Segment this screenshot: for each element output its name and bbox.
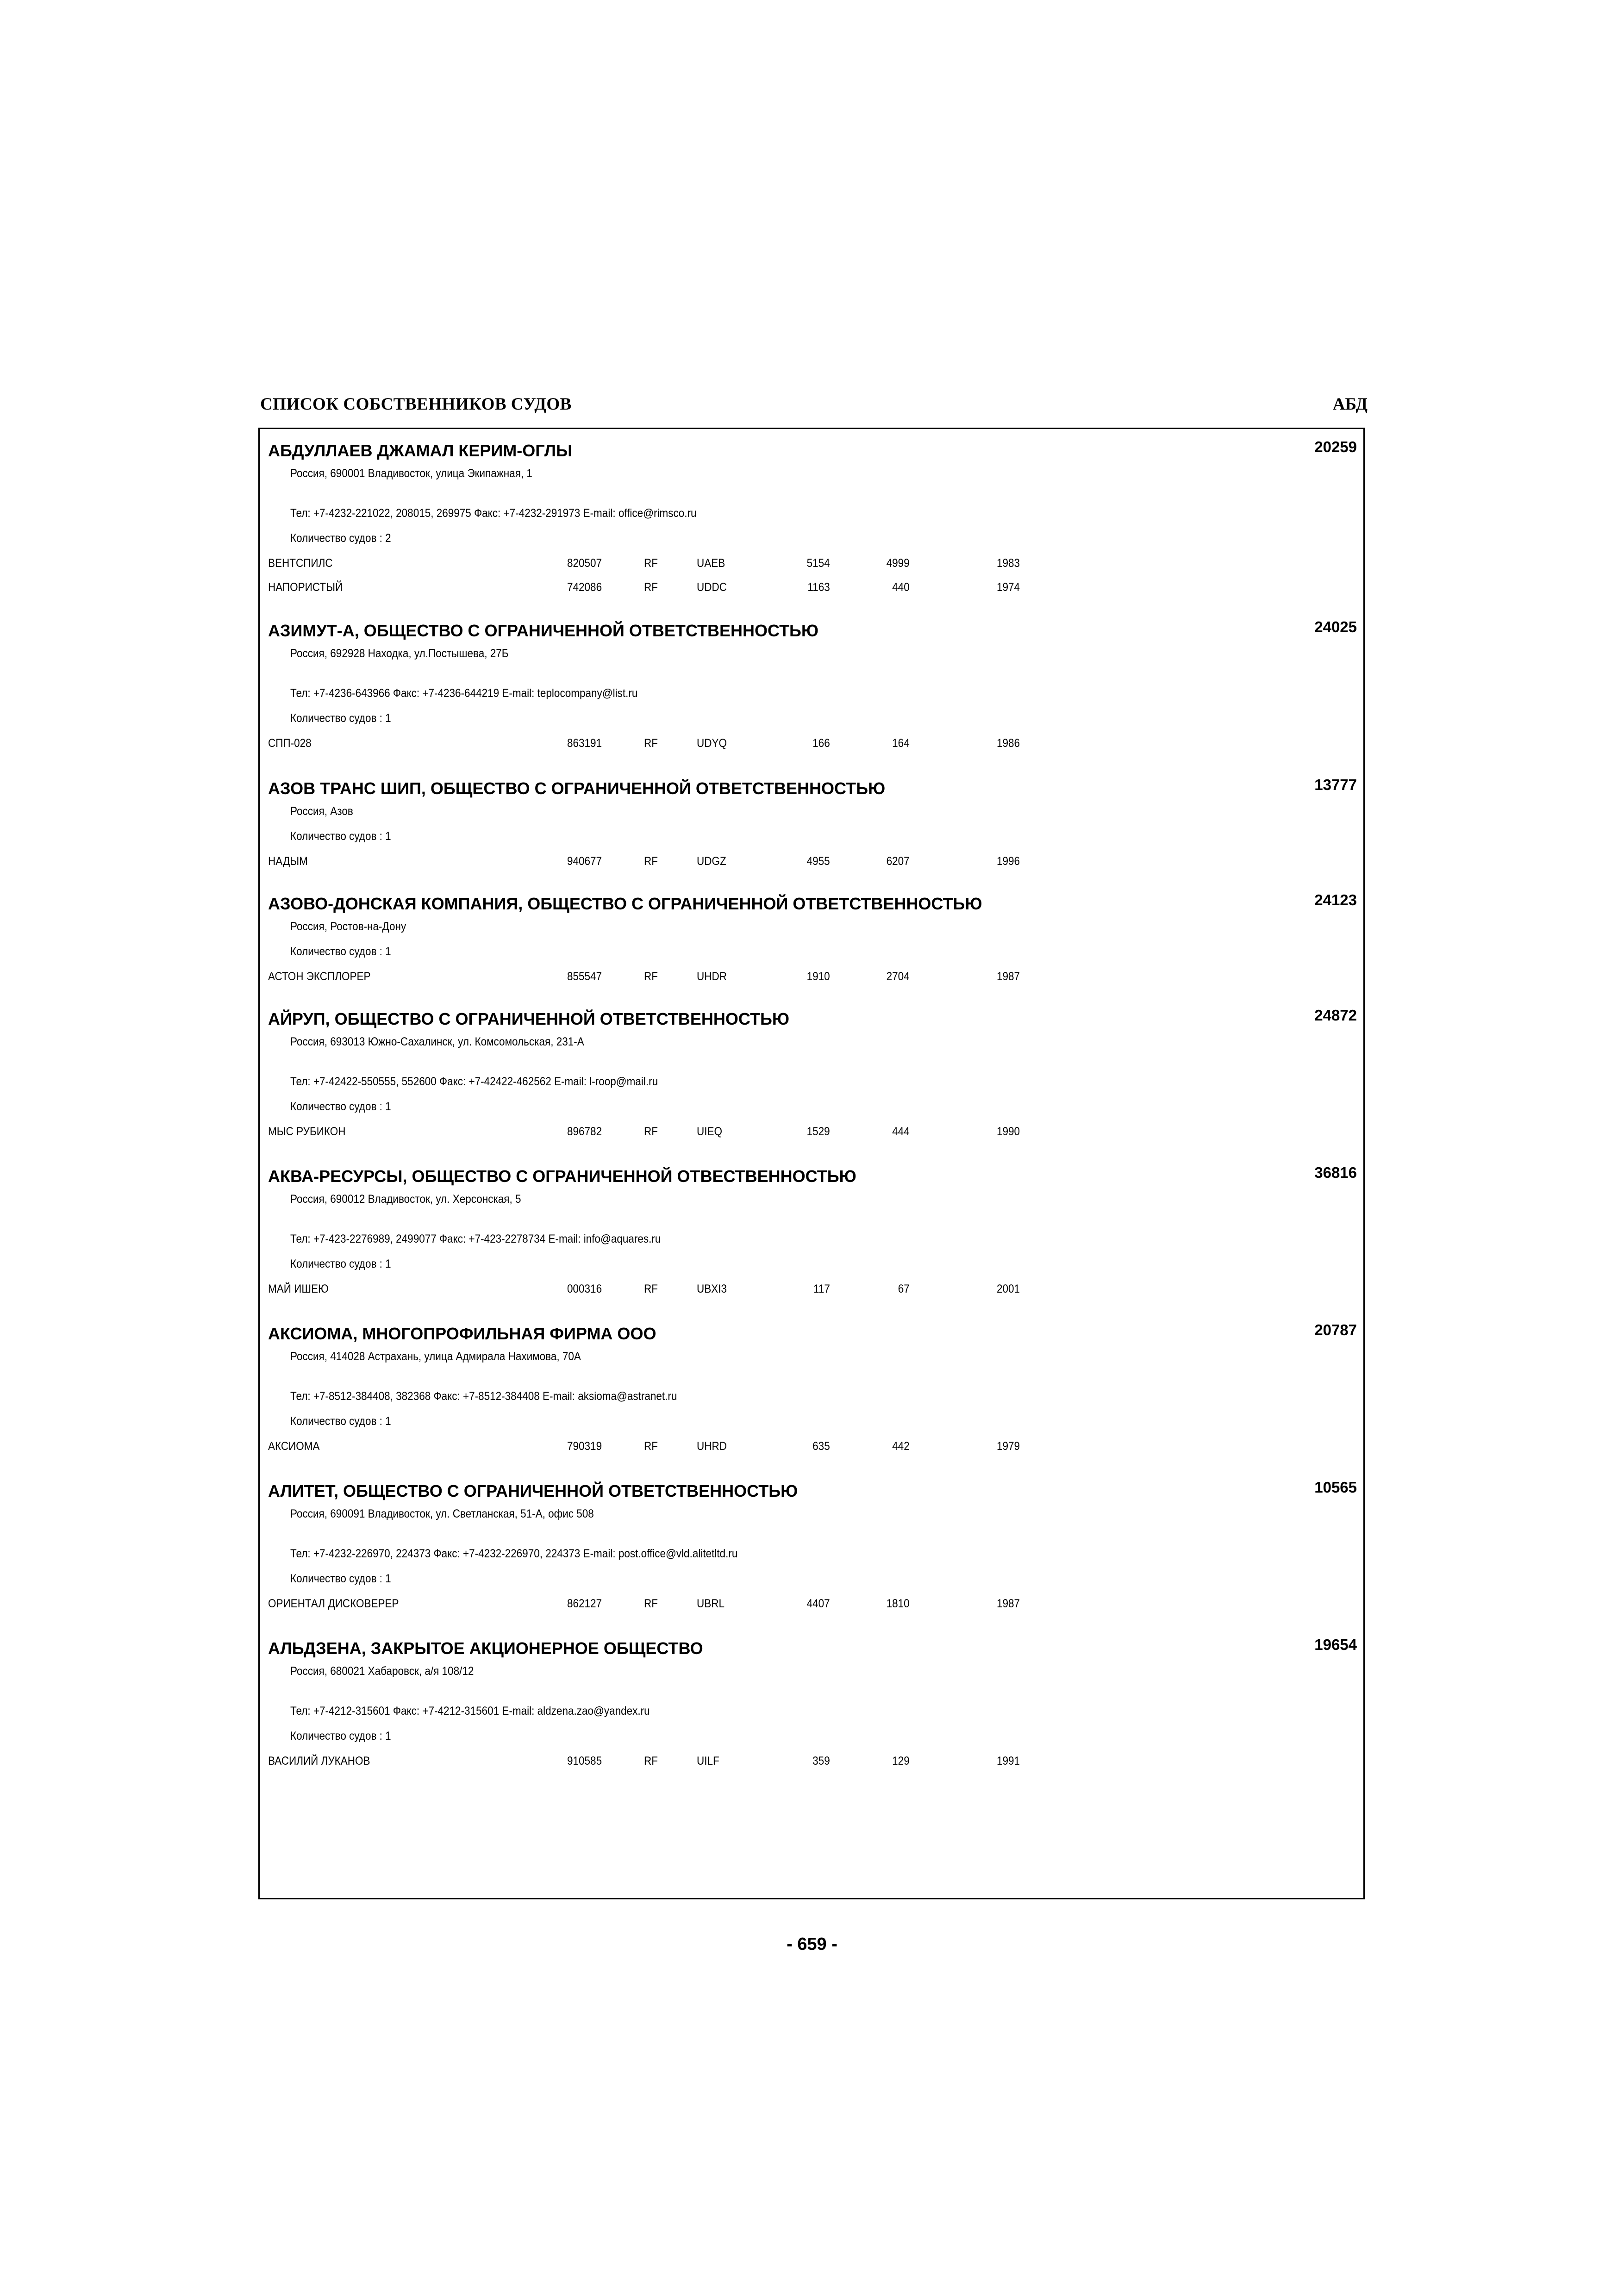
owner-ship-count: Количество судов : 1 <box>290 712 391 725</box>
ship-name: МАЙ ИШЕЮ <box>268 1282 329 1295</box>
ship-value-1: 4955 <box>806 855 830 868</box>
owner-ship-count: Количество судов : 1 <box>290 1730 391 1742</box>
ship-number: 863191 <box>567 737 602 750</box>
ship-year: 1974 <box>997 581 1020 594</box>
owner-name: АЗОВ ТРАНС ШИП, ОБЩЕСТВО С ОГРАНИЧЕННОЙ ОТВЕТСТВЕННОСТЬЮ <box>268 779 886 798</box>
ship-number: 820507 <box>567 557 602 570</box>
owner-address: Россия, 692928 Находка, ул.Постышева, 27Б <box>290 647 509 660</box>
ship-value-1: 635 <box>812 1440 830 1453</box>
ship-value-2: 129 <box>892 1755 910 1767</box>
ship-value-2: 444 <box>892 1125 910 1138</box>
ship-name: НАДЫМ <box>268 855 308 868</box>
owner-id: 24123 <box>1314 891 1357 908</box>
ship-name: МЫС РУБИКОН <box>268 1125 346 1138</box>
ship-value-2: 1810 <box>886 1597 910 1610</box>
ship-number: 790319 <box>567 1440 602 1453</box>
owner-address: Россия, 680021 Хабаровск, а/я 108/12 <box>290 1665 474 1678</box>
owner-name: АКСИОМА, МНОГОПРОФИЛЬНАЯ ФИРМА ООО <box>268 1324 656 1343</box>
ship-year: 1983 <box>997 557 1020 570</box>
owners-list-frame <box>258 428 1365 1899</box>
owner-contacts: Тел: +7-4212-315601 Факс: +7-4212-315601 E-mail: aldzena.zao@yandex.ru <box>290 1705 650 1717</box>
owner-address: Россия, 690001 Владивосток, улица Экипажная, 1 <box>290 467 532 480</box>
owner-address: Россия, 693013 Южно-Сахалинск, ул. Комсомольская, 231-А <box>290 1035 584 1048</box>
owner-id: 24025 <box>1314 618 1357 635</box>
page-header-section-code: АБД <box>1332 395 1368 414</box>
owner-contacts: Тел: +7-423-2276989, 2499077 Факс: +7-423-2278734 E-mail: info@aquares.ru <box>290 1232 661 1245</box>
ship-row <box>260 970 1363 985</box>
ship-number: 742086 <box>567 581 602 594</box>
owner-contacts: Тел: +7-42422-550555, 552600 Факс: +7-42422-462562 E-mail: l-roop@mail.ru <box>290 1075 658 1088</box>
ship-row <box>260 1755 1363 1769</box>
ship-value-1: 4407 <box>806 1597 830 1610</box>
ship-name: АКСИОМА <box>268 1440 320 1453</box>
page-number: - 659 - <box>787 1935 837 1954</box>
ship-value-2: 4999 <box>886 557 910 570</box>
ship-call-sign: UDDC <box>697 581 727 594</box>
ship-value-1: 1529 <box>806 1125 830 1138</box>
owner-contacts: Тел: +7-4232-221022, 208015, 269975 Факс: +7-4232-291973 E-mail: office@rimsco.ru <box>290 507 697 520</box>
owner-name: АЛЬДЗЕНА, ЗАКРЫТОЕ АКЦИОНЕРНОЕ ОБЩЕСТВО <box>268 1639 703 1658</box>
ship-call-sign: UDYQ <box>697 737 727 750</box>
ship-value-2: 2704 <box>886 970 910 983</box>
ship-row <box>260 737 1363 752</box>
ship-number: 940677 <box>567 855 602 868</box>
ship-row <box>260 581 1363 596</box>
owner-ship-count: Количество судов : 1 <box>290 1100 391 1113</box>
ship-flag: RF <box>644 557 658 570</box>
owner-id: 19654 <box>1314 1636 1357 1653</box>
owner-name: АКВА-РЕСУРСЫ, ОБЩЕСТВО С ОГРАНИЧЕННОЙ ОТВЕСТВЕННОСТЬЮ <box>268 1167 856 1186</box>
owner-name: АБДУЛЛАЕВ ДЖАМАЛ КЕРИМ-ОГЛЫ <box>268 441 573 460</box>
ship-value-2: 164 <box>892 737 910 750</box>
owner-id: 20259 <box>1314 438 1357 455</box>
ship-flag: RF <box>644 1755 658 1767</box>
ship-value-1: 166 <box>812 737 830 750</box>
ship-name: ВАСИЛИЙ ЛУКАНОВ <box>268 1755 370 1767</box>
ship-year: 1987 <box>997 1597 1020 1610</box>
owner-ship-count: Количество судов : 2 <box>290 532 391 545</box>
ship-call-sign: UIEQ <box>697 1125 723 1138</box>
ship-number: 862127 <box>567 1597 602 1610</box>
ship-row <box>260 557 1363 572</box>
ship-flag: RF <box>644 1125 658 1138</box>
ship-row <box>260 1597 1363 1612</box>
owner-contacts: Тел: +7-4236-643966 Факс: +7-4236-644219 E-mail: teploсompany@list.ru <box>290 687 638 700</box>
owner-id: 36816 <box>1314 1164 1357 1181</box>
owner-id: 10565 <box>1314 1479 1357 1496</box>
ship-call-sign: UDGZ <box>697 855 726 868</box>
ship-name: ВЕНТСПИЛС <box>268 557 333 570</box>
ship-year: 1979 <box>997 1440 1020 1453</box>
ship-value-1: 5154 <box>806 557 830 570</box>
ship-call-sign: UHRD <box>697 1440 727 1453</box>
ship-year: 1987 <box>997 970 1020 983</box>
ship-flag: RF <box>644 1597 658 1610</box>
ship-flag: RF <box>644 1440 658 1453</box>
ship-row <box>260 1282 1363 1297</box>
owner-contacts: Тел: +7-8512-384408, 382368 Факс: +7-8512-384408 E-mail: aksioma@astranet.ru <box>290 1390 677 1403</box>
owner-ship-count: Количество судов : 1 <box>290 830 391 843</box>
ship-call-sign: UHDR <box>697 970 727 983</box>
ship-flag: RF <box>644 970 658 983</box>
ship-value-1: 117 <box>813 1282 830 1295</box>
ship-value-1: 1910 <box>806 970 830 983</box>
ship-number: 910585 <box>567 1755 602 1767</box>
ship-value-2: 67 <box>898 1282 910 1295</box>
ship-year: 2001 <box>997 1282 1020 1295</box>
ship-number: 855547 <box>567 970 602 983</box>
owner-address: Россия, Ростов-на-Дону <box>290 920 406 933</box>
ship-value-1: 1163 <box>807 581 830 594</box>
page-header-title: СПИСОК СОБСТВЕННИКОВ СУДОВ <box>260 395 572 414</box>
ship-flag: RF <box>644 737 658 750</box>
owner-ship-count: Количество судов : 1 <box>290 1257 391 1270</box>
owner-name: АЗОВО-ДОНСКАЯ КОМПАНИЯ, ОБЩЕСТВО С ОГРАНИЧЕННОЙ ОТВЕТСТВЕННОСТЬЮ <box>268 894 982 913</box>
ship-call-sign: UILF <box>697 1755 719 1767</box>
ship-name: НАПОРИСТЫЙ <box>268 581 343 594</box>
ship-flag: RF <box>644 581 658 594</box>
owner-address: Россия, 690012 Владивосток, ул. Херсонская, 5 <box>290 1193 521 1206</box>
ship-value-2: 6207 <box>886 855 910 868</box>
ship-row <box>260 855 1363 870</box>
ship-call-sign: UBXI3 <box>697 1282 727 1295</box>
owner-ship-count: Количество судов : 1 <box>290 1572 391 1585</box>
ship-name: ОРИЕНТАЛ ДИСКОВЕРЕР <box>268 1597 399 1610</box>
owner-id: 20787 <box>1314 1321 1357 1338</box>
owner-ship-count: Количество судов : 1 <box>290 1415 391 1428</box>
owner-name: АЛИТЕТ, ОБЩЕСТВО С ОГРАНИЧЕННОЙ ОТВЕТСТВЕННОСТЬЮ <box>268 1481 798 1500</box>
owner-address: Россия, 414028 Астрахань, улица Адмирала Нахимова, 70А <box>290 1350 581 1363</box>
owner-contacts: Тел: +7-4232-226970, 224373 Факс: +7-4232-226970, 224373 E-mail: post.office@vld.alitetltd.ru <box>290 1547 738 1560</box>
owner-name: АЗИМУТ-А, ОБЩЕСТВО С ОГРАНИЧЕННОЙ ОТВЕТСТВЕННОСТЬЮ <box>268 621 819 640</box>
ship-year: 1990 <box>997 1125 1020 1138</box>
owner-id: 24872 <box>1314 1007 1357 1024</box>
owner-id: 13777 <box>1314 776 1357 793</box>
ship-value-2: 440 <box>892 581 910 594</box>
owner-name: АЙРУП, ОБЩЕСТВО С ОГРАНИЧЕННОЙ ОТВЕТСТВЕННОСТЬЮ <box>268 1009 789 1028</box>
ship-row <box>260 1125 1363 1140</box>
ship-value-1: 359 <box>812 1755 830 1767</box>
owner-ship-count: Количество судов : 1 <box>290 945 391 958</box>
ship-flag: RF <box>644 1282 658 1295</box>
owner-address: Россия, Азов <box>290 805 353 818</box>
ship-name: АСТОН ЭКСПЛОРЕР <box>268 970 371 983</box>
owner-address: Россия, 690091 Владивосток, ул. Светланская, 51-А, офис 508 <box>290 1507 594 1520</box>
ship-year: 1986 <box>997 737 1020 750</box>
ship-call-sign: UBRL <box>697 1597 725 1610</box>
ship-flag: RF <box>644 855 658 868</box>
ship-row <box>260 1440 1363 1455</box>
ship-year: 1991 <box>997 1755 1020 1767</box>
ship-number: 896782 <box>567 1125 602 1138</box>
ship-year: 1996 <box>997 855 1020 868</box>
ship-name: СПП-028 <box>268 737 312 750</box>
ship-call-sign: UAEB <box>697 557 725 570</box>
ship-number: 000316 <box>567 1282 602 1295</box>
ship-value-2: 442 <box>892 1440 910 1453</box>
